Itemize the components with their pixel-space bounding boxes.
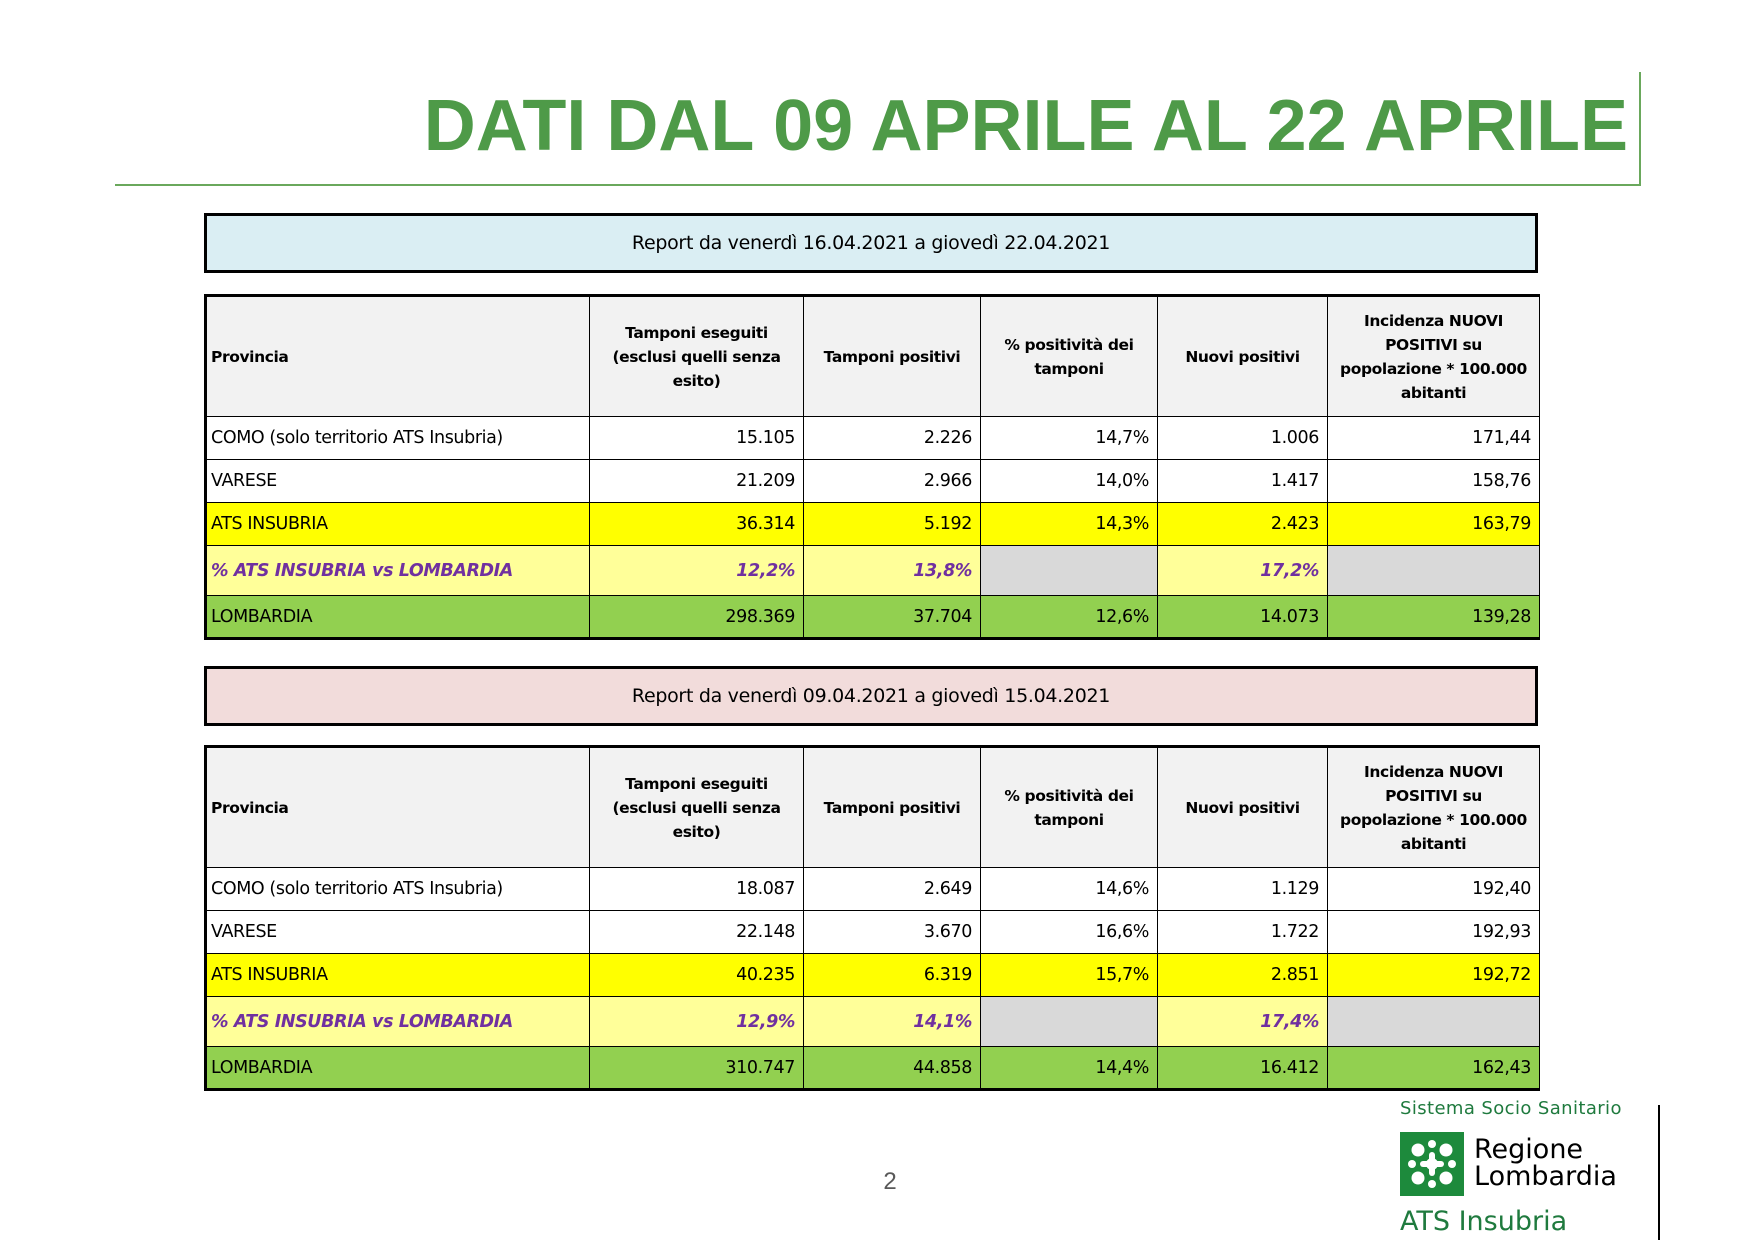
table-row-ats-vs-lombardia — [206, 997, 1540, 1047]
report1-header-text: Report da venerdì 16.04.2021 a giovedì 22.04.2021 — [631, 232, 1111, 254]
col-header-incidenza: Incidenza NUOVI POSITIVI su popolazione * 100.000 abitanti — [1328, 747, 1540, 868]
cell-positivi: 44.858 — [804, 1047, 981, 1090]
cell-eseguiti: 12,2% — [590, 546, 804, 596]
cell-incidenza-empty — [1328, 546, 1540, 596]
row-label: LOMBARDIA — [206, 1047, 590, 1090]
cell-positivi: 5.192 — [804, 503, 981, 546]
page-title: DATI DAL 09 APRILE AL 22 APRILE — [423, 86, 1628, 166]
rosa-camuna-icon — [1400, 1132, 1464, 1196]
table-row-varese — [206, 911, 1540, 954]
cell-nuovi: 1.722 — [1158, 911, 1328, 954]
table-row-ats-insubria — [206, 503, 1540, 546]
row-label: ATS INSUBRIA — [206, 954, 590, 997]
cell-eseguiti: 40.235 — [590, 954, 804, 997]
regione-lombardia-logo — [1400, 1098, 1670, 1240]
cell-positivi: 2.649 — [804, 868, 981, 911]
cell-perc: 16,6% — [981, 911, 1158, 954]
cell-nuovi: 17,2% — [1158, 546, 1328, 596]
cell-positivi: 37.704 — [804, 596, 981, 639]
cell-incidenza: 171,44 — [1328, 417, 1540, 460]
logo-vertical-rule — [1658, 1105, 1660, 1240]
cell-nuovi: 1.417 — [1158, 460, 1328, 503]
cell-eseguiti: 22.148 — [590, 911, 804, 954]
cell-perc-empty — [981, 546, 1158, 596]
col-header-provincia: Provincia — [206, 296, 590, 417]
row-label: % ATS INSUBRIA vs LOMBARDIA — [206, 546, 590, 596]
cell-positivi: 13,8% — [804, 546, 981, 596]
table-row-como — [206, 868, 1540, 911]
cell-perc: 14,7% — [981, 417, 1158, 460]
col-header-positivita: % positività dei tamponi — [981, 747, 1158, 868]
cell-incidenza: 163,79 — [1328, 503, 1540, 546]
col-header-tamponi-eseguiti: Tamponi eseguiti (esclusi quelli senza esito) — [590, 296, 804, 417]
report1-table — [204, 294, 1540, 640]
cell-perc: 12,6% — [981, 596, 1158, 639]
table-row-lombardia — [206, 596, 1540, 639]
cell-eseguiti: 310.747 — [590, 1047, 804, 1090]
table-row-ats-vs-lombardia — [206, 546, 1540, 596]
row-label: COMO (solo territorio ATS Insubria) — [206, 417, 590, 460]
title-vertical-rule — [1639, 72, 1641, 185]
cell-perc: 14,0% — [981, 460, 1158, 503]
cell-nuovi: 1.006 — [1158, 417, 1328, 460]
row-label: VARESE — [206, 460, 590, 503]
table-header-row — [206, 747, 1540, 868]
cell-positivi: 2.966 — [804, 460, 981, 503]
title-underline — [115, 184, 1641, 186]
cell-nuovi: 14.073 — [1158, 596, 1328, 639]
col-header-positivita: % positività dei tamponi — [981, 296, 1158, 417]
table-row-como — [206, 417, 1540, 460]
logo-region-text — [1474, 1136, 1617, 1190]
row-label: COMO (solo territorio ATS Insubria) — [206, 868, 590, 911]
cell-incidenza: 158,76 — [1328, 460, 1540, 503]
cell-nuovi: 16.412 — [1158, 1047, 1328, 1090]
col-header-nuovi-positivi: Nuovi positivi — [1158, 296, 1328, 417]
cell-perc: 14,6% — [981, 868, 1158, 911]
logo-region-line2: Lombardia — [1474, 1161, 1617, 1192]
row-label: % ATS INSUBRIA vs LOMBARDIA — [206, 997, 590, 1047]
row-label: ATS INSUBRIA — [206, 503, 590, 546]
cell-eseguiti: 21.209 — [590, 460, 804, 503]
report2-table — [204, 745, 1540, 1091]
cell-incidenza: 162,43 — [1328, 1047, 1540, 1090]
cell-positivi: 3.670 — [804, 911, 981, 954]
row-label: VARESE — [206, 911, 590, 954]
table-row-lombardia — [206, 1047, 1540, 1090]
table-row-ats-insubria — [206, 954, 1540, 997]
cell-incidenza: 192,93 — [1328, 911, 1540, 954]
col-header-tamponi-positivi: Tamponi positivi — [804, 747, 981, 868]
cell-nuovi: 1.129 — [1158, 868, 1328, 911]
report2-header-text: Report da venerdì 09.04.2021 a giovedì 15.04.2021 — [631, 685, 1111, 707]
cell-eseguiti: 298.369 — [590, 596, 804, 639]
report1-header — [204, 213, 1538, 273]
cell-nuovi: 2.851 — [1158, 954, 1328, 997]
cell-perc-empty — [981, 997, 1158, 1047]
cell-eseguiti: 18.087 — [590, 868, 804, 911]
cell-eseguiti: 15.105 — [590, 417, 804, 460]
cell-eseguiti: 12,9% — [590, 997, 804, 1047]
col-header-nuovi-positivi: Nuovi positivi — [1158, 747, 1328, 868]
cell-incidenza: 139,28 — [1328, 596, 1540, 639]
cell-perc: 14,4% — [981, 1047, 1158, 1090]
cell-incidenza: 192,40 — [1328, 868, 1540, 911]
col-header-tamponi-positivi: Tamponi positivi — [804, 296, 981, 417]
logo-agency-text: ATS Insubria — [1400, 1206, 1568, 1237]
cell-eseguiti: 36.314 — [590, 503, 804, 546]
logo-region-line1: Regione — [1474, 1134, 1584, 1165]
col-header-provincia: Provincia — [206, 747, 590, 868]
cell-positivi: 14,1% — [804, 997, 981, 1047]
cell-nuovi: 17,4% — [1158, 997, 1328, 1047]
logo-system-text: Sistema Socio Sanitario — [1400, 1098, 1622, 1119]
table-row-varese — [206, 460, 1540, 503]
page-number: 2 — [883, 1168, 897, 1195]
cell-positivi: 6.319 — [804, 954, 981, 997]
cell-incidenza-empty — [1328, 997, 1540, 1047]
cell-perc: 15,7% — [981, 954, 1158, 997]
cell-perc: 14,3% — [981, 503, 1158, 546]
col-header-incidenza: Incidenza NUOVI POSITIVI su popolazione * 100.000 abitanti — [1328, 296, 1540, 417]
cell-incidenza: 192,72 — [1328, 954, 1540, 997]
col-header-tamponi-eseguiti: Tamponi eseguiti (esclusi quelli senza esito) — [590, 747, 804, 868]
row-label: LOMBARDIA — [206, 596, 590, 639]
cell-positivi: 2.226 — [804, 417, 981, 460]
table-header-row — [206, 296, 1540, 417]
cell-nuovi: 2.423 — [1158, 503, 1328, 546]
report2-header — [204, 666, 1538, 726]
